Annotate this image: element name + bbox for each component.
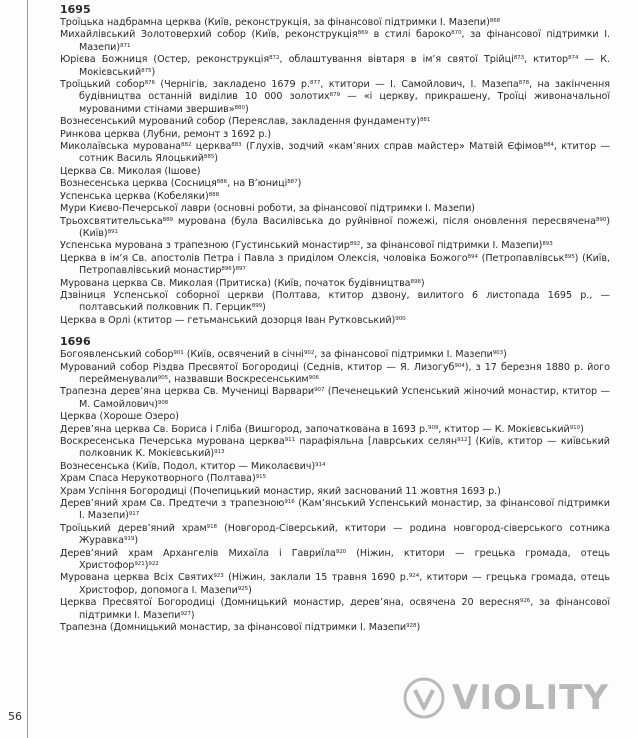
entry-text: , ктитори — І. Самойлович, І. Мазепа [320, 79, 519, 91]
entry-item [60, 411, 610, 423]
entry-item [60, 523, 610, 548]
entry-item [60, 486, 610, 498]
entry-text: ) [262, 302, 266, 314]
entry-text: ) [214, 153, 218, 165]
entry-text: (Чернігів, закладено 1679 р. [155, 79, 310, 91]
entry-text: Троїцький дерев’яний храм [60, 522, 207, 534]
footnote-ref: 921 [134, 561, 145, 568]
entry-text: Дзвіниця Успенської соборної церкви (Полтава, ктитор дзвону, вилитого 6 листопада 1695 р., — полтавський полковник П. Герцик [60, 289, 610, 314]
entry-item [60, 362, 610, 387]
entry-text: , на В’юниці [227, 178, 288, 190]
entry-text: ) (Київ) [79, 215, 610, 239]
margin-rule [27, 0, 28, 738]
entry-text: (Печенецький Успенський жіночий монастир, ктитор — М. Самойлович) [79, 386, 610, 410]
entry-item [60, 436, 610, 461]
footnote-ref: 892 [349, 241, 361, 248]
entry-text: ) [134, 535, 139, 547]
entry-text: Церква в ім’я Св. апостолів Петра і Павла з приділом Олексія, чоловіка Божого [60, 252, 468, 264]
entry-item [60, 54, 610, 79]
entry-text: в стилі бароко [368, 29, 452, 41]
entry-item [60, 166, 610, 178]
entry-text: Дерев’яний храм Св. Предтечи з трапезною [60, 498, 285, 510]
entry-text: Дерев’яний храм Архангелів Михаїла і Гавриїла [60, 547, 336, 559]
footnote-ref: 926 [519, 598, 531, 605]
footnote-ref: 901 [173, 350, 184, 357]
entry-item [60, 597, 610, 622]
footnote-ref: 923 [213, 573, 224, 580]
footnote-ref: 885 [203, 154, 215, 161]
footnote-ref: 883 [231, 142, 242, 149]
entry-text: Успенська церква (Кобеляки) [60, 190, 209, 202]
entry-text: ) (Київ, Петропавлівський монастир [79, 252, 610, 277]
entry-text: парафіяльна [лаврських селян [295, 436, 458, 447]
entry-text: ) [248, 584, 252, 596]
footnote-ref: 906 [308, 374, 319, 381]
entry-item [60, 461, 610, 473]
entry-item [60, 240, 610, 252]
footnote-ref: 868 [489, 18, 501, 24]
entries-list [60, 349, 610, 634]
footnote-ref: 910 [569, 424, 581, 431]
footnote-ref: 880 [234, 104, 245, 111]
footnote-ref: 882 [181, 142, 192, 149]
footnote-ref: 915 [255, 474, 267, 481]
entry-text: , ктитор — К. Мокієвський [438, 423, 570, 435]
footnote-ref: 928 [406, 623, 417, 630]
entry-text: (Київ, освячений в січні [183, 349, 304, 361]
page-number: 56 [8, 710, 22, 723]
entry-text: , ктитор [524, 54, 569, 66]
entry-item [60, 349, 610, 361]
entry-text: церква [191, 141, 232, 153]
entry-item [60, 79, 610, 116]
entry-text: Вознесенська (Київ, Подол, ктитор — Миколаєвич) [60, 460, 316, 472]
entry-item [60, 203, 610, 215]
footnote-ref: 922 [148, 561, 159, 568]
watermark [402, 676, 609, 720]
footnote-ref: 872 [269, 55, 280, 62]
entry-item [60, 290, 610, 315]
footnote-ref: 902 [303, 350, 315, 357]
entry-text: Храм Успіння Богородиці (Почепицький монастир, який заснований 11 жовтня 1693 р.) [60, 485, 501, 497]
entry-text: ) [231, 265, 236, 277]
entry-text: ] (Київ, ктитор — київський полковник К. Мокієвський) [79, 436, 610, 460]
entry-text: , за фінансової підтримки І. Мазепи) [79, 29, 610, 53]
entry-text: ) [190, 609, 195, 621]
entries-list [60, 17, 610, 327]
entry-text: Мури Києво-Печерської лаври (основні роботи, за фінансової підтримки І. Мазепи) [60, 203, 475, 215]
entry-item [60, 572, 610, 597]
footnote-ref: 911 [284, 437, 296, 443]
entry-text: Успенська мурована з трапезною (Густинський монастир [60, 240, 350, 252]
footnote-ref: 871 [120, 42, 131, 49]
footnote-ref: 909 [428, 424, 439, 431]
footnote-ref: 879 [329, 92, 341, 99]
footnote-ref: 886 [216, 179, 228, 186]
entry-text: Храм Спаса Нерукотворного (Полтава) [60, 473, 256, 485]
entry-text: Церква в Орлі (ктитор — гетьманський дозорця Іван Рутковський) [60, 314, 396, 326]
entry-text: Троїцький собор [60, 79, 145, 91]
footnote-ref: 877 [309, 80, 321, 87]
entry-text: Троїцька надбрамна церква (Київ, реконструкція, за фінансової підтримки І. Мазепи) [60, 17, 490, 28]
entry-text: мурована (була Василівська до руйнівної пожежі, після оновлення пересвячена [173, 215, 596, 227]
entry-text: ) [151, 66, 156, 78]
entry-text: ) [297, 178, 302, 190]
entry-text: Дерев’яна церква Св. Бориса і Гліба (Вишгород, започаткована в 1693 р. [60, 423, 429, 435]
footnote-ref: 888 [208, 191, 220, 198]
entry-text: (Ніжин, ктитори — грецька громада, отець Христофор [79, 547, 610, 572]
entry-text: Трьохсвятительська [60, 215, 163, 227]
entry-item [60, 17, 610, 29]
entry-text: (Петропавлівськ [477, 252, 565, 264]
entry-text: ) [144, 560, 149, 572]
entry-text: Церква Св. Миколая (Ішове) [60, 165, 201, 177]
entry-item [60, 129, 610, 141]
footnote-ref: 907 [314, 387, 325, 394]
entry-text: , за фінансової підтримки І. Мазепи) [360, 240, 543, 252]
footnote-ref: 918 [206, 523, 217, 530]
entry-text: Церква (Хороше Озеро) [60, 411, 179, 423]
entry-item [60, 498, 610, 523]
entry-text: — К. Мокієвський [79, 54, 610, 78]
footnote-ref: 914 [315, 461, 326, 468]
entry-text: , облаштування вівтаря в ім’я святої Трійці [279, 54, 514, 66]
entry-item [60, 622, 610, 634]
footnote-ref: 917 [128, 511, 140, 518]
entry-item [60, 386, 610, 411]
entry-text: ) [420, 277, 425, 289]
entry-text: Вознесенська церква (Сосниця [60, 178, 217, 190]
footnote-ref: 881 [419, 117, 431, 124]
footnote-ref: 878 [518, 80, 530, 87]
entry-text: ) [503, 349, 507, 361]
entry-text: ) [580, 423, 584, 435]
footnote-ref: 895 [564, 253, 575, 260]
footnote-ref: 893 [542, 241, 553, 248]
footnote-ref: 899 [251, 303, 263, 310]
footnote-ref: 890 [595, 216, 607, 223]
footnote-ref: 925 [237, 585, 249, 592]
entry-item [60, 141, 610, 166]
entry-text: — «і церкву, прикрашену, Троїці живоначальної мурованими стінами звершив» [79, 91, 610, 115]
entry-text: Михайлівський Золотоверхий собор (Київ, реконструкція [60, 29, 358, 41]
entry-item [60, 178, 610, 190]
entry-item [60, 116, 610, 128]
footnote-ref: 924 [408, 573, 420, 580]
entry-item [60, 315, 610, 327]
footnote-ref: 927 [180, 610, 191, 617]
entry-text: Юрієва Божниця (Остер, реконструкція [60, 54, 270, 66]
entry-text: (Кам’янський Успенський монастир, за фінансової підтримки І. Мазепи) [79, 498, 610, 522]
footnote-ref: 898 [410, 278, 421, 285]
footnote-ref: 870 [451, 30, 462, 37]
footnote-ref: 905 [157, 374, 169, 381]
entry-text: (Ніжин, заклали 15 травня 1690 р. [223, 572, 409, 584]
entry-item [60, 29, 610, 54]
entry-text: , ктитор — сотник Василь Ялоцький [79, 141, 610, 165]
entry-text: (Глухів, зодчий «кам’яних справ майстер» Матвій Єфімов [241, 141, 544, 153]
footnote-ref: 884 [543, 142, 554, 149]
footnote-ref: 875 [141, 67, 152, 74]
entry-text: Воскресенська Печерська мурована церква [60, 436, 285, 447]
entry-text: , назвавши Воскресенським [168, 373, 309, 385]
entry-text: Ринкова церква (Лубни, ремонт з 1692 р.) [60, 128, 272, 140]
entry-text: Трапезна (Домницький монастир, за фінансової підтримки І. Мазепи [60, 622, 407, 634]
entry-item [60, 424, 610, 436]
entry-text: ) [244, 103, 249, 115]
footnote-ref: 873 [513, 55, 525, 62]
footnote-ref: 876 [144, 80, 155, 87]
entry-text: Мурована церква Св. Миколая (Притиска) (Київ, початок будівництва [60, 277, 411, 289]
entry-item [60, 191, 610, 203]
footnote-ref: 889 [162, 216, 174, 223]
entry-text: , ктитори — грецька громада, отець Христофор, допомога І. Мазепи [79, 572, 610, 596]
watermark-text: VIOLITY [452, 678, 609, 718]
entry-text: Мурована церква Всіх Святих [60, 572, 214, 584]
entry-text: ) [416, 622, 421, 634]
footnote-ref: 869 [357, 30, 369, 37]
footnote-ref: 874 [568, 55, 579, 62]
entry-text: Богоявленський собор [60, 349, 174, 361]
footnote-ref: 912 [457, 437, 468, 443]
entry-text: Церква Пресвятої Богородиці (Домницький монастир, дерев’яна, освячена 20 вересня [60, 597, 520, 609]
entry-text: ), з 17 березня 1880 р. його перейменували [79, 361, 610, 385]
footnote-ref: 896 [221, 266, 232, 273]
footnote-ref: 904 [454, 362, 465, 369]
violity-logo-icon [402, 676, 446, 720]
entry-text: Миколаївська мурована [60, 141, 182, 153]
footnote-ref: 913 [214, 449, 225, 456]
entry-item [60, 548, 610, 573]
footnote-ref: 897 [235, 266, 246, 273]
entry-item [60, 216, 610, 241]
entry-text: Трапезна дерев’яна церква Св. Мучениці Варвари [60, 386, 315, 398]
entry-text: (Новгород-Сіверський, ктитори — родина новгород-сіверського сотника Журавка [79, 522, 610, 547]
footnote-ref: 891 [107, 228, 118, 235]
page-content [60, 3, 610, 635]
footnote-ref: 920 [335, 548, 347, 555]
entry-item [60, 473, 610, 485]
year-heading: 1695 [60, 3, 91, 16]
footnote-ref: 919 [123, 536, 135, 543]
year-heading: 1696 [60, 335, 91, 349]
entry-text: Вознесенський мурований собор (Переяслав, закладення фундаменту) [60, 116, 420, 128]
footnote-ref: 900 [395, 315, 406, 322]
entry-text: , за фінансової підтримки І. Мазепи [314, 349, 493, 361]
footnote-ref: 894 [467, 253, 478, 260]
entry-text: , за фінансової підтримки І. Мазепи [79, 597, 610, 621]
footnote-ref: 916 [284, 499, 295, 506]
entry-text: , на закінчення будівництва останній виділив 10 000 золотих [79, 79, 611, 103]
entry-item [60, 253, 610, 278]
entry-text: Мурований собор Різдва Пресвятої Богородиці (Седнів, ктитор — Я. Лизогуб [60, 361, 455, 373]
footnote-ref: 887 [287, 179, 298, 186]
footnote-ref: 908 [157, 399, 169, 406]
entry-item [60, 278, 610, 290]
footnote-ref: 903 [492, 350, 504, 357]
